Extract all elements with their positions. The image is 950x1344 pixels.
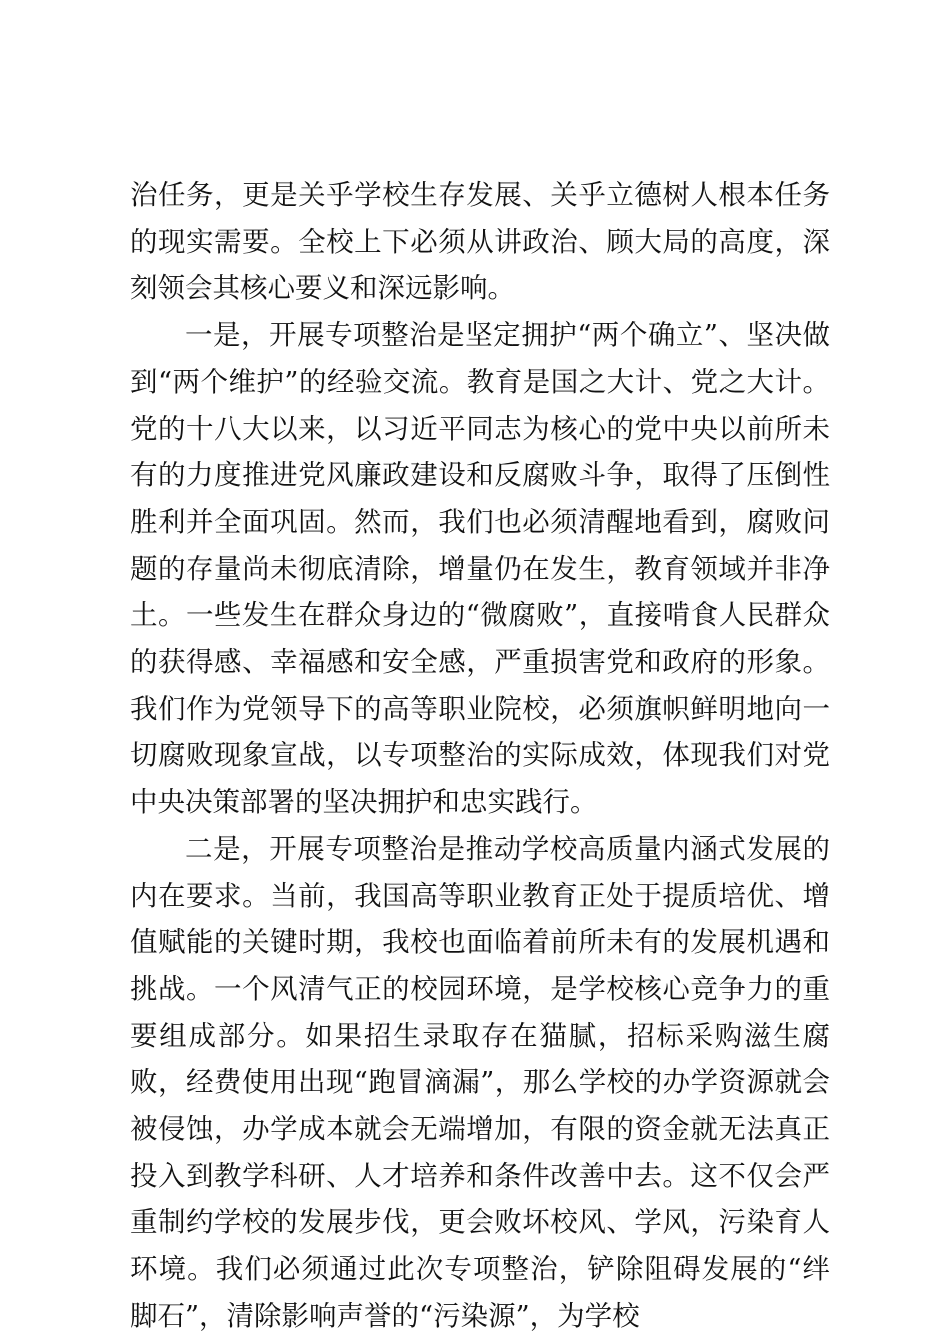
- paragraph-point-one: 一是，开展专项整治是坚定拥护“两个确立”、坚决做到“两个维护”的经验交流。教育是国之大计、党之大计。党的十八大以来，以习近平同志为核心的党中央以前所未有的力度推进党风廉政建设和反腐败斗争，取得了压倒性胜利并全面巩固。然而，我们也必须清醒地看到，腐败问题的存量尚未彻底清除，增量仍在发生，教育领域并非净土。一些发生在群众身边的“微腐败”，直接啃食人民群众的获得感、幸福感和安全感，严重损害党和政府的形象。我们作为党领导下的高等职业院校，必须旗帜鲜明地向一切腐败现象宣战，以专项整治的实际成效，体现我们对党中央决策部署的坚决拥护和忠实践行。: [130, 319, 830, 819]
- paragraph-continuation: 治任务，更是关乎学校生存发展、关乎立德树人根本任务的现实需要。全校上下必须从讲政治、顾大局的高度，深刻领会其核心要义和深远影响。: [130, 179, 830, 305]
- paragraph-point-two: 二是，开展专项整治是推动学校高质量内涵式发展的内在要求。当前，我国高等职业教育正处于提质培优、增值赋能的关键时期，我校也面临着前所未有的发展机遇和挑战。一个风清气正的校园环境，是学校核心竞争力的重要组成部分。如果招生录取存在猫腻，招标采购滋生腐败，经费使用出现“跑冒滴漏”，那么学校的办学资源就会被侵蚀，办学成本就会无端增加，有限的资金就无法真正投入到教学科研、人才培养和条件改善中去。这不仅会严重制约学校的发展步伐，更会败坏校风、学风，污染育人环境。我们必须通过此次专项整治，铲除阻碍发展的“绊脚石”，清除影响声誉的“污染源”，为学校: [130, 832, 830, 1332]
- document-body: [130, 172, 830, 1340]
